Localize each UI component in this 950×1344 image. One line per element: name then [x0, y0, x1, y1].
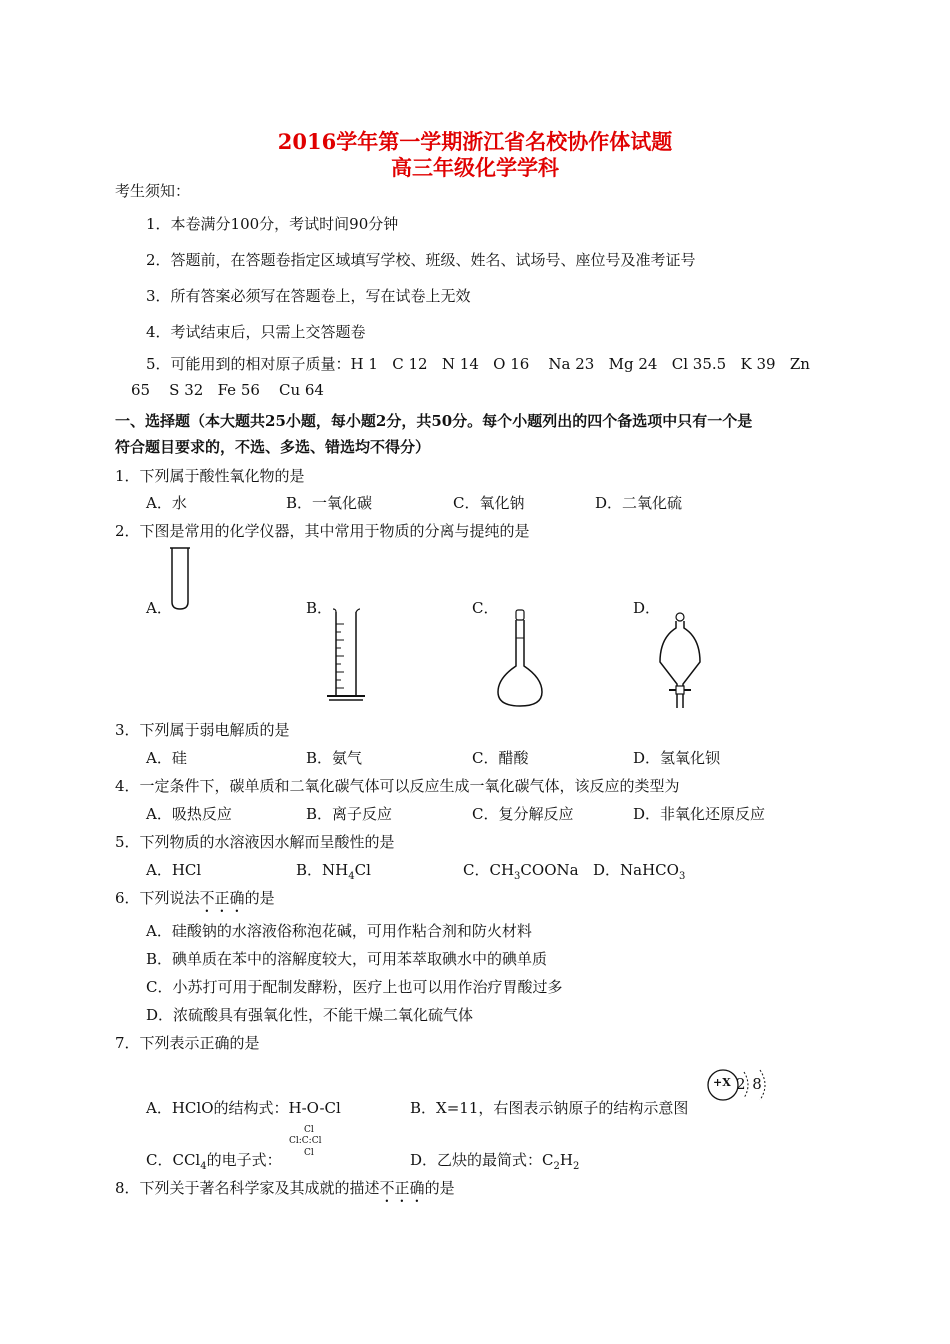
q2-option-b: B． — [306, 599, 333, 617]
q3-stem: 3．下列属于弱电解质的是 — [115, 721, 290, 739]
notice-item-4: 4．考试结束后，只需上交答题卷 — [146, 323, 366, 341]
q7-option-c: C．CCl$_4$的电子式： — [146, 1151, 282, 1172]
q1-option-a: A．水 — [146, 494, 187, 512]
q6-option-b: B．碘单质在苯中的溶解度较大，可用苯萃取碘水中的碘单质 — [146, 950, 548, 968]
q6-option-d: D．浓硫酸具有强氧化性，不能干燥二氧化硫气体 — [146, 1006, 474, 1024]
q1-option-c: C．氧化钠 — [453, 494, 525, 512]
page-title: 2016学年第一学期浙江省名校协作体试题 — [277, 129, 673, 154]
q4-option-c: C．复分解反应 — [472, 805, 574, 823]
q1-option-b: B．一氧化碳 — [286, 494, 373, 512]
page-subtitle: 高三年级化学学科 — [391, 155, 559, 180]
q6-option-c: C．小苏打可用于配制发酵粉，医疗上也可以用作治疗胃酸过多 — [146, 978, 563, 996]
q4-option-b: B．离子反应 — [306, 805, 393, 823]
q1-stem: 1．下列属于酸性氧化物的是 — [115, 467, 305, 485]
ccl4-electron-bottom: Cl — [304, 1148, 314, 1158]
notice-item-2: 2．答题前，在答题卷指定区域填写学校、班级、姓名、试场号、座位号及准考证号 — [146, 251, 696, 269]
q3-option-a: A．硅 — [146, 749, 187, 767]
q3-option-c: C．醋酸 — [472, 749, 529, 767]
q4-option-d: D．非氧化还原反应 — [633, 805, 766, 823]
section-heading: 一、选择题（本大题共25小题，每小题2分，共50分。每个小题列出的四个备选项中只有一个是 — [115, 412, 753, 430]
atom-nucleus-label: +X — [713, 1076, 731, 1089]
q3-option-b: B．氨气 — [306, 749, 363, 767]
q4-option-a: A．吸热反应 — [146, 805, 232, 823]
q5-option-b: B．$NH_4Cl$ — [296, 861, 371, 882]
q5-stem: 5．下列物质的水溶液因水解而呈酸性的是 — [115, 833, 395, 851]
separatory-funnel-icon — [656, 612, 706, 712]
atom-shell-electrons: 2 8 — [736, 1075, 763, 1093]
q1-option-d: D．二氧化硫 — [595, 494, 683, 512]
q5-option-d: D．NaHCO$_3$ — [593, 861, 686, 882]
q7-option-a: A．HClO的结构式：H-O-Cl — [146, 1099, 341, 1117]
q6-stem: 6．下列说法不正确的是 — [115, 889, 275, 907]
notice-item-5: 5．可能用到的相对原子质量：H 1 C 12 N 14 O 16 Na 23 Mg 24 Cl 35.5 K 39 Zn — [146, 355, 810, 373]
q7-option-d: D．乙炔的最简式：$C_2H_2$ — [410, 1151, 580, 1172]
q4-stem: 4．一定条件下，碳单质和二氧化碳气体可以反应生成一氧化碳气体，该反应的类型为 — [115, 777, 680, 795]
graduated-cylinder-icon — [324, 608, 368, 704]
ccl4-electron-mid: Cl:C:Cl — [289, 1136, 322, 1146]
notice-item-5-cont: 65 S 32 Fe 56 Cu 64 — [131, 381, 324, 399]
q7-option-b: B．X=11，右图表示钠原子的结构示意图 — [410, 1099, 689, 1117]
q3-option-d: D．氢氧化钡 — [633, 749, 721, 767]
q7-stem: 7．下列表示正确的是 — [115, 1034, 260, 1052]
q8-stem: 8．下列关于著名科学家及其成就的描述不正确的是 — [115, 1179, 455, 1197]
q2-option-c: C． — [472, 599, 499, 617]
ccl4-electron-top: Cl — [304, 1125, 314, 1135]
q2-option-d: D． — [633, 599, 661, 617]
q5-option-c: C．$CH_3COONa$ — [463, 861, 579, 882]
q5-option-a: A．HCl — [146, 861, 202, 879]
test-tube-icon — [168, 546, 192, 612]
notice-heading: 考生须知： — [115, 182, 191, 200]
notice-item-1: 1．本卷满分100分，考试时间90分钟 — [146, 215, 399, 233]
section-heading-cont: 符合题目要求的，不选、多选、错选均不得分） — [115, 438, 431, 456]
volumetric-flask-icon — [494, 608, 546, 708]
q2-stem: 2．下图是常用的化学仪器，其中常用于物质的分离与提纯的是 — [115, 522, 530, 540]
q2-option-a: A． — [146, 599, 172, 617]
q6-option-a: A．硅酸钠的水溶液俗称泡花碱，可用作粘合剂和防火材料 — [146, 922, 532, 940]
notice-item-3: 3．所有答案必须写在答题卷上，写在试卷上无效 — [146, 287, 471, 305]
